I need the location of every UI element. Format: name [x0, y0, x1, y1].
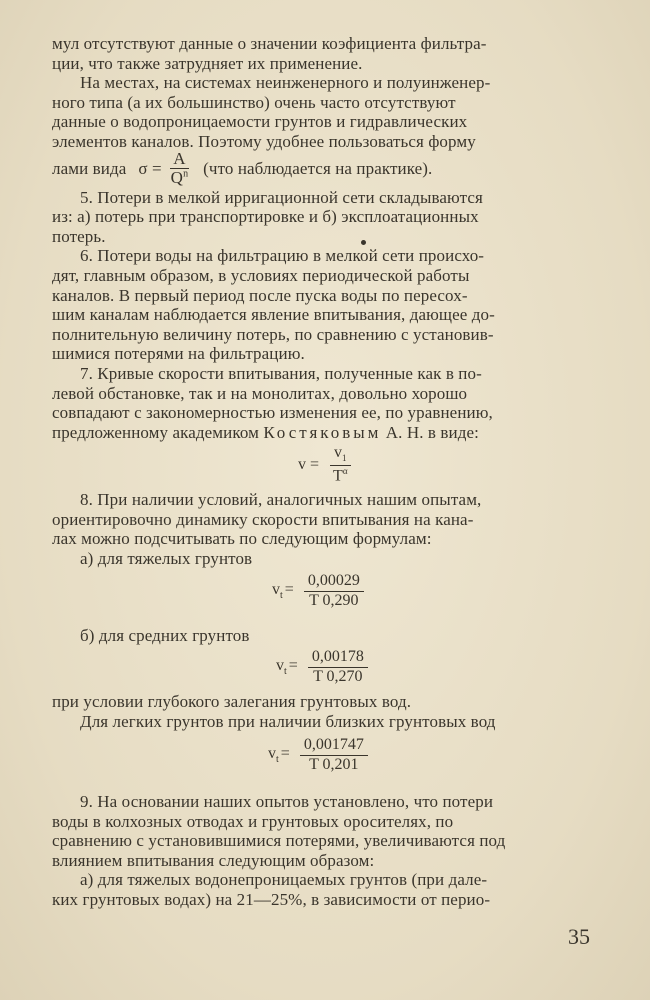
formula-kostyakov-numerator: $v_1$ — [330, 444, 351, 466]
text-line: из: а) потерь при транспортировке и б) эксплоатационных — [52, 207, 479, 227]
author-name: Костяковым — [263, 422, 382, 442]
text-line: шимися потерями на фильтрацию. — [52, 344, 305, 364]
formula-heavy — [272, 572, 370, 611]
formula-sigma-numerator: A — [170, 150, 188, 169]
formula-sigma-denominator: $Q^n$ — [170, 168, 189, 188]
formula-medium-fraction — [308, 648, 368, 687]
text-line: левой обстановке, так и на монолитах, довольно хорошо — [52, 383, 468, 403]
text-line: потерь. — [52, 226, 106, 246]
text-line: каналов. В первый период после пуска воды по пересох- — [52, 285, 468, 305]
formula-light-fraction — [300, 736, 368, 775]
formula-heavy-denominator: T 0,290 — [309, 591, 359, 609]
text-line: 9. На основании наших опытов установлено, что потери — [80, 792, 494, 811]
text-line: воды в колхозных отводах и грунтовых оросителях, по — [52, 811, 454, 831]
formula-light-numerator: 0,001747 — [300, 736, 368, 756]
formula-light-denominator: T 0,201 — [309, 755, 359, 773]
formula-kostyakov — [298, 444, 358, 486]
formula-heavy-fraction — [304, 572, 364, 611]
text-line: мул отсутствуют данные о значении коэфициента фильтра- — [52, 34, 487, 53]
text-line: а) для тяжелых водонепроницаемых грунтов (при дале- — [80, 870, 488, 890]
text-fragment: (что наблюдается на практике). — [203, 158, 433, 178]
text-line: при условии глубокого залегания грунтовых вод. — [52, 692, 412, 711]
text-line: а) для тяжелых грунтов — [80, 548, 253, 568]
formula-sigma-fraction — [168, 150, 192, 187]
text-line: ких грунтовых водах) на 21—25%, в зависимости от перио- — [52, 889, 491, 909]
text-line: ного типа (а их большинство) очень часто отсутствуют — [52, 92, 456, 112]
text-line: 5. Потери в мелкой ирригационной сети складываются — [80, 187, 483, 207]
text-line: сравнению с установившимися потерями, увеличиваются под — [52, 831, 506, 851]
ink-speck — [361, 240, 366, 245]
text-line: На местах, на системах неинженерного и полуинженер- — [80, 73, 491, 93]
text-line: дят, главным образом, в условиях периодической работы — [52, 265, 470, 285]
formula-sigma-line — [52, 149, 594, 188]
page-number: 35 — [568, 924, 590, 949]
formula-medium — [276, 648, 374, 687]
text-line: б) для средних грунтов — [80, 626, 250, 645]
text-line: лах можно подсчитывать по следующим формулам: — [52, 529, 432, 549]
text-line: ции, что также затрудняет их применение. — [52, 53, 363, 73]
formula-light-lhs: $v_t$ = — [268, 745, 290, 766]
formula-kostyakov-denominator: $T^\alpha$ — [333, 465, 348, 484]
formula-medium-denominator: T 0,270 — [313, 667, 363, 685]
text-line: элементов каналов. Поэтому удобнее пользоваться форму — [52, 131, 476, 151]
body-text-5 — [52, 792, 594, 910]
body-text-3 — [52, 626, 594, 646]
body-text — [52, 34, 594, 442]
text-line: 6. Потери воды на фильтрацию в мелкой сети происхо- — [80, 246, 485, 266]
formula-medium-lhs: $v_t$ = — [276, 657, 298, 678]
text-line: 7. Кривые скорости впитывания, полученные как в по- — [80, 363, 482, 383]
formula-heavy-lhs: $v_t$ = — [272, 581, 294, 602]
text-line: совпадают с закономерностью изменения ее, по уравнению, — [52, 403, 493, 423]
text-line: влиянием впитывания следующим образом: — [52, 850, 375, 870]
formula-sigma-lhs: σ = — [138, 158, 162, 178]
text-line: 8. При наличии условий, аналогичных нашим опытам, — [80, 490, 482, 509]
text-fragment: лами вида — [52, 158, 127, 178]
text-line: данные о водопроницаемости грунтов и гидравлических — [52, 112, 468, 132]
text-line: шим каналам наблюдается явление впитывания, дающее до- — [52, 305, 495, 325]
body-text-4 — [52, 692, 594, 731]
text-line: ориентировочно динамику скорости впитывания на кана- — [52, 509, 474, 529]
formula-kostyakov-fraction — [329, 444, 352, 486]
formula-heavy-numerator: 0,00029 — [304, 572, 364, 592]
formula-light — [268, 736, 374, 775]
formula-kostyakov-lhs: v = — [298, 455, 320, 473]
text-line: полнительную величину потерь, по сравнению с установив- — [52, 324, 494, 344]
text-line: предложенному академиком Костяковым А. Н. в виде: — [52, 422, 479, 442]
formula-medium-numerator: 0,00178 — [308, 648, 368, 668]
text-line: Для легких грунтов при наличии близких грунтовых вод — [80, 711, 496, 731]
body-text-2 — [52, 490, 594, 568]
